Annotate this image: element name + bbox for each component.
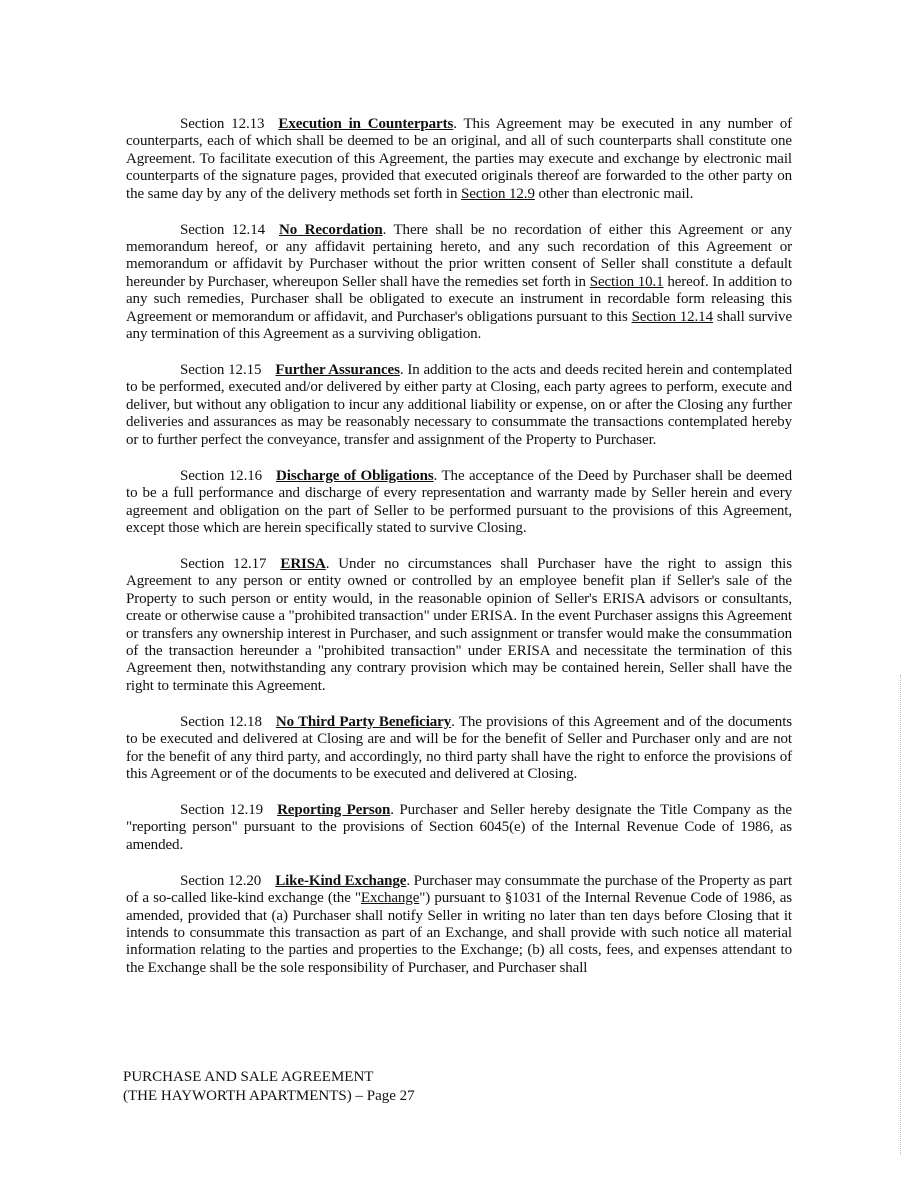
section-heading: Discharge of Obligations bbox=[276, 467, 434, 484]
section-paragraph bbox=[126, 468, 792, 538]
section-text: . The provisions of this Agreement and of the documents to be executed and delivered at Closing are and will be for the benefit of Seller and Purchaser only and are not for the benefit of any third party, and accordingly, no third party shall have the right to enforce the provisions of this Agreement or of the documents to be executed and delivered at Closing. bbox=[126, 713, 792, 782]
section-number: Section 12.17 bbox=[180, 555, 267, 572]
section-text: . In addition to the acts and deeds recited herein and contemplated to be performed, executed and/or delivered by either party at Closing, each party agrees to perform, execute and deliver, but without any obligation to incur any additional liability or expense, on or after the Closing any further deliveries and assurances as may be reasonably necessary to consummate the transactions contemplated hereby or to further perfect the conveyance, transfer and assignment of the Property to Purchaser. bbox=[126, 362, 792, 448]
section-number: Section 12.20 bbox=[180, 872, 262, 889]
section-text: ") pursuant to §1031 of the Internal Revenue Code of 1986, as amended, provided that (a) Purchaser shall notify Seller in writing no later than ten days before Closing that it intends to consummate this transaction as part of an Exchange, and shall provide with such notice all material information relating to the parties and properties to the Exchange; (b) all costs, fees, and expenses attendant to the Exchange shall be the sole responsibility of Purchaser, and Purchaser shall bbox=[126, 890, 792, 976]
cross-reference: Section 10.1 bbox=[589, 273, 664, 290]
section-number: Section 12.16 bbox=[180, 467, 263, 484]
section-text: . Purchaser and Seller hereby designate the Title Company as the "reporting person" pursuant to the provisions of Section 6045(e) of the Internal Revenue Code of 1986, as amended. bbox=[126, 801, 792, 853]
section-number: Section 12.14 bbox=[180, 221, 265, 238]
section-heading: ERISA bbox=[280, 555, 326, 572]
section-heading: Like-Kind Exchange bbox=[275, 872, 407, 889]
section-text: . There shall be no recordation of either this Agreement or any memorandum hereof, or any affidavit pertaining hereto, and any such recordation of this Agreement or memorandum or affidavit by Purchaser without the prior written consent of Seller shall constitute a default hereunder by Purchaser, whereupon Seller shall have the remedies set forth in bbox=[126, 221, 792, 290]
section-text: . Under no circumstances shall Purchaser have the right to assign this Agreement to any person or entity owned or controlled by an employee benefit plan if Seller's sale of the Property to such person or entity would, in the reasonable opinion of Seller's ERISA advisors or consultants, create or otherwise cause a "prohibited transaction" under ERISA. In the event Purchaser assigns this Agreement or transfers any ownership interest in Purchaser, and such assignment or transfer would make the consummation of the transaction hereunder a "prohibited transaction" under ERISA and necessitate the termination of this Agreement then, notwithstanding any contrary provision which may be contained herein, Seller shall have the right to terminate this Agreement. bbox=[126, 555, 792, 694]
section-heading: Execution in Counterparts bbox=[278, 116, 454, 132]
section-text: shall survive any termination of this Agreement as a surviving obligation. bbox=[126, 308, 793, 343]
section-number: Section 12.13 bbox=[180, 116, 265, 132]
section-paragraph bbox=[126, 556, 792, 695]
section-paragraph bbox=[126, 873, 792, 977]
section-text: . Purchaser may consummate the purchase of the Property as part of a so-called like-kind exchange (the " bbox=[126, 872, 793, 907]
section-text: other than electronic mail. bbox=[534, 185, 694, 202]
section-paragraph bbox=[126, 222, 792, 344]
section-paragraph bbox=[126, 116, 792, 203]
section-paragraph bbox=[126, 362, 792, 449]
footer-title: PURCHASE AND SALE AGREEMENT bbox=[123, 1069, 374, 1085]
section-number: Section 12.18 bbox=[180, 713, 262, 730]
section-text: . This Agreement may be executed in any number of counterparts, each of which shall be deemed to be an original, and all of such counterparts shall constitute one Agreement. To facilitate execution of this Agreement, the parties may execute and exchange by electronic mail counterparts of the signature pages, provided that executed originals thereof are forwarded to the other party on the same day by any of the delivery methods set forth in bbox=[126, 116, 792, 202]
document-body bbox=[126, 116, 792, 996]
section-heading: No Recordation bbox=[279, 221, 383, 238]
section-text: . The acceptance of the Deed by Purchaser shall be deemed to be a full performance and discharge of every representation and warranty made by Seller herein and every agreement and obligation on the part of Seller to be performed pursuant to the provisions of this Agreement, except those which are herein specifically stated to survive Closing. bbox=[126, 467, 792, 536]
section-paragraph bbox=[126, 714, 792, 784]
section-paragraph bbox=[126, 802, 792, 854]
page-footer bbox=[123, 1068, 415, 1106]
section-heading: No Third Party Beneficiary bbox=[275, 713, 452, 730]
section-heading: Further Assurances bbox=[275, 362, 400, 379]
section-text: hereof. In addition to any such remedies, Purchaser shall be obligated to execute an instrument in recordable form releasing this Agreement or memorandum or affidavit, and Purchaser's obligations pursuant to this bbox=[126, 273, 793, 325]
section-number: Section 12.15 bbox=[180, 362, 262, 379]
cross-reference: Section 12.9 bbox=[461, 185, 535, 202]
cross-reference: Section 12.14 bbox=[631, 308, 713, 325]
section-number: Section 12.19 bbox=[180, 801, 264, 818]
section-heading: Reporting Person bbox=[277, 801, 391, 818]
cross-reference: Exchange bbox=[360, 890, 420, 907]
scan-edge-line bbox=[900, 675, 902, 1155]
footer-page-label: (THE HAYWORTH APARTMENTS) – Page 27 bbox=[123, 1088, 415, 1104]
